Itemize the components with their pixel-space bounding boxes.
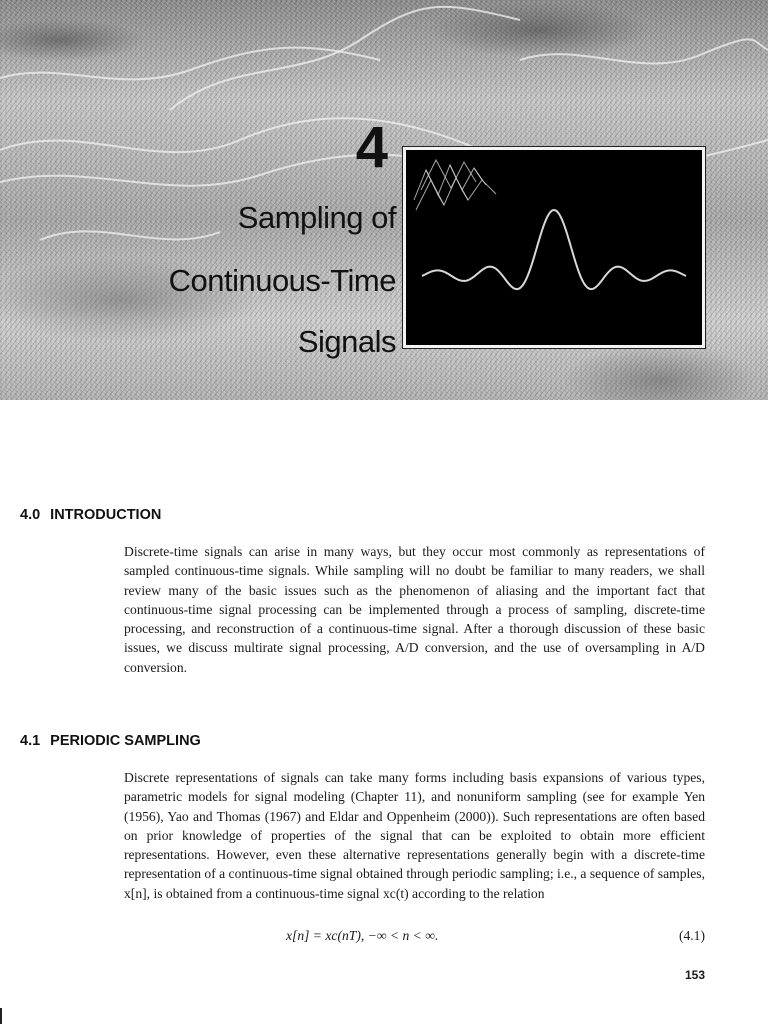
section-number: 4.1	[20, 733, 41, 749]
equation-number: (4.1)	[678, 928, 705, 943]
chapter-title-line-3: Signals	[297, 324, 396, 359]
sinc-plot	[406, 150, 702, 345]
chapter-title-line-1: Sampling of	[237, 200, 396, 235]
chapter-number: 4	[355, 115, 388, 180]
sinc-curve	[422, 210, 686, 289]
equation-4-1	[124, 928, 705, 948]
chapter-banner	[0, 0, 768, 400]
page-number: 153	[684, 968, 705, 982]
introduction-paragraph: Discrete-time signals can arise in many ways, but they occur most commonly as representations of sampled continuous-time signals. While sampling will no doubt be familiar to many readers, we shall review many of the basic issues such as the phenomenon of aliasing and the important fact that continuous-time signal processing can be implemented through a process of sampling, discrete-time processing, and reconstruction of a continuous-time signal. After a thorough discussion of these basic issues, we discuss multirate signal processing, A/D conversion, and the use of oversampling in A/D conversion.	[124, 544, 705, 675]
margin-mark	[0, 1008, 2, 1024]
sinc-graphic	[403, 147, 705, 348]
decorative-mesh	[414, 160, 496, 210]
section-title: PERIODIC SAMPLING	[50, 733, 201, 749]
chapter-title-line-2: Continuous-Time	[168, 263, 396, 298]
section-title: INTRODUCTION	[50, 507, 162, 523]
periodic-sampling-paragraph: Discrete representations of signals can take many forms including basis expansions of various types, parametric models for signal modeling (Chapter 11), and nonuniform sampling (see for example Yen (1956), Yao and Thomas (1967) and Eldar and Oppenheim (2000)). Such representations are often based on prior knowledge of properties of the signal that can be exploited to obtain more efficient representations. However, even these alternative representations generally begin with a discrete-time representation of a continuous-time signal obtained through periodic sampling; i.e., a sequence of samples, x[n], is obtained from a continuous-time signal xc(t) according to the relation	[124, 770, 705, 901]
equation-body: x[n] = xc(nT), −∞ < n < ∞.	[286, 928, 439, 943]
section-heading-introduction	[20, 507, 161, 523]
section-heading-periodic-sampling	[20, 733, 201, 749]
section-number: 4.0	[20, 507, 41, 523]
